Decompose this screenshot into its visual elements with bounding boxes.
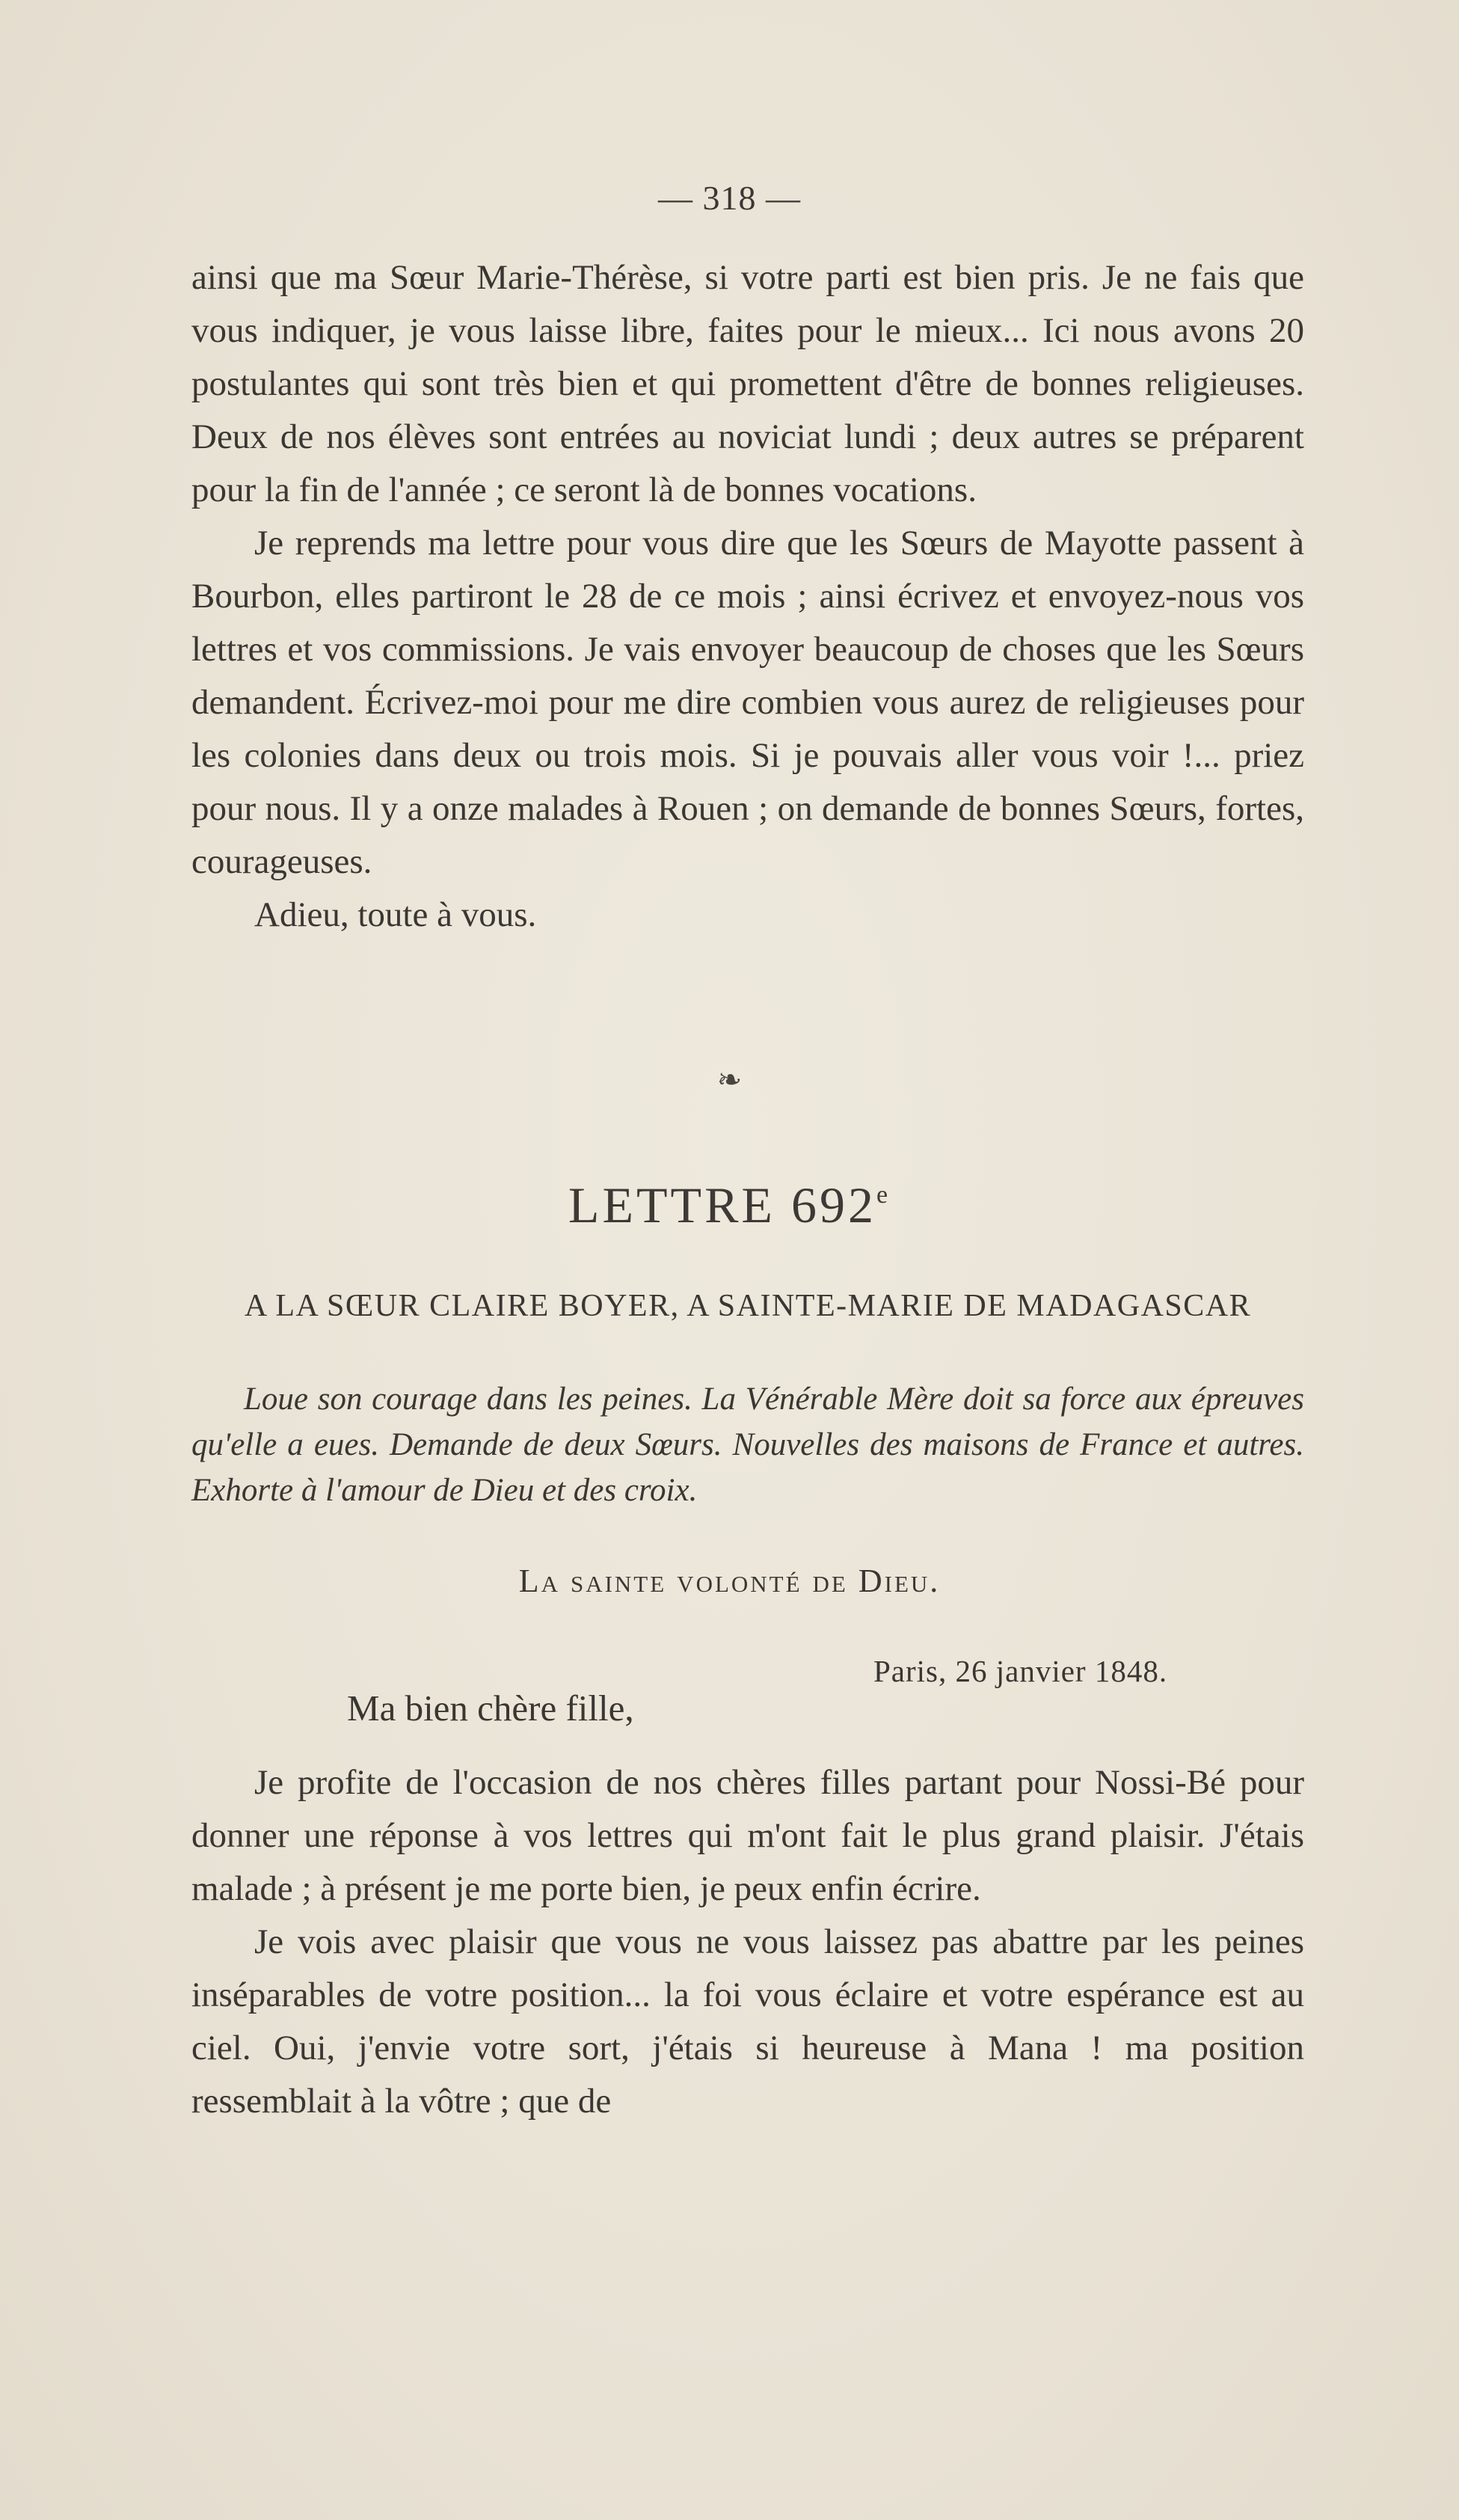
letter-dateline: Paris, 26 janvier 1848.	[873, 1654, 1168, 1688]
opening-paragraph-3: Adieu, toute à vous.	[254, 895, 537, 934]
letter-addressee: A LA SŒUR CLAIRE BOYER, A SAINTE-MARIE DE MADAGASCAR	[244, 1289, 1252, 1323]
fleuron-ornament-icon: ❧	[716, 1063, 743, 1097]
letter-body-paragraph-1: Je profite de l'occasion de nos chères filles partant pour Nossi-Bé pour donner une réponse à vos lettres qui m'ont fait le plus grand plaisir. J'étais malade ; à présent je me porte bien, je peux enfin écrire.	[191, 1763, 1304, 1908]
letter-body-paragraph-2: Je vois avec plaisir que vous ne vous laissez pas abattre par les peines inséparables de votre position... la foi vous éclaire et votre espérance est au ciel. Oui, j'envie votre sort, j'étais si heureuse à Mana ! ma position ressemblait à la vôtre ; que de	[191, 1922, 1304, 2121]
letter-summary: Loue son courage dans les peines. La Vénérable Mère doit sa force aux épreuves qu'elle a eues. Demande de deux Sœurs. Nouvelles des maisons de France et autres. Exhorte à l'amour de Dieu et des croix.	[191, 1382, 1304, 1508]
opening-paragraph-2: Je reprends ma lettre pour vous dire que les Sœurs de Mayotte passent à Bourbon, elles partiront le 28 de ce mois ; ainsi écrivez et envoyez-nous vos lettres et vos commissions. Je vais envoyer beaucoup de choses que les Sœurs demandent. Écrivez-moi pour me dire combien vous aurez de religieuses pour les colonies dans deux ou trois mois. Si je pouvais aller vous voir !... priez pour nous. Il y a onze malades à Rouen ; on demande de bonnes Sœurs, fortes, courageuses.	[191, 524, 1304, 881]
opening-text	[191, 251, 1304, 942]
page-number: — 318 —	[658, 179, 801, 217]
letter-title-text: LETTRE 692	[568, 1177, 876, 1233]
opening-paragraph-1: ainsi que ma Sœur Marie-Thérèse, si votre parti est bien pris. Je ne fais que vous indiquer, je vous laisse libre, faites pour le mieux... Ici nous avons 20 postulantes qui sont très bien et qui promettent d'être de bonnes religieuses. Deux de nos élèves sont entrées au noviciat lundi ; deux autres se préparent pour la fin de l'année ; ce seront là de bonnes vocations.	[191, 258, 1304, 509]
letter-body	[191, 1756, 1304, 2128]
letter-motto: La sainte volonté de Dieu.	[518, 1563, 941, 1599]
letter-title-suffix: e	[876, 1181, 891, 1209]
letter-title	[0, 1176, 1459, 1235]
letter-salutation: Ma bien chère fille,	[347, 1687, 634, 1729]
